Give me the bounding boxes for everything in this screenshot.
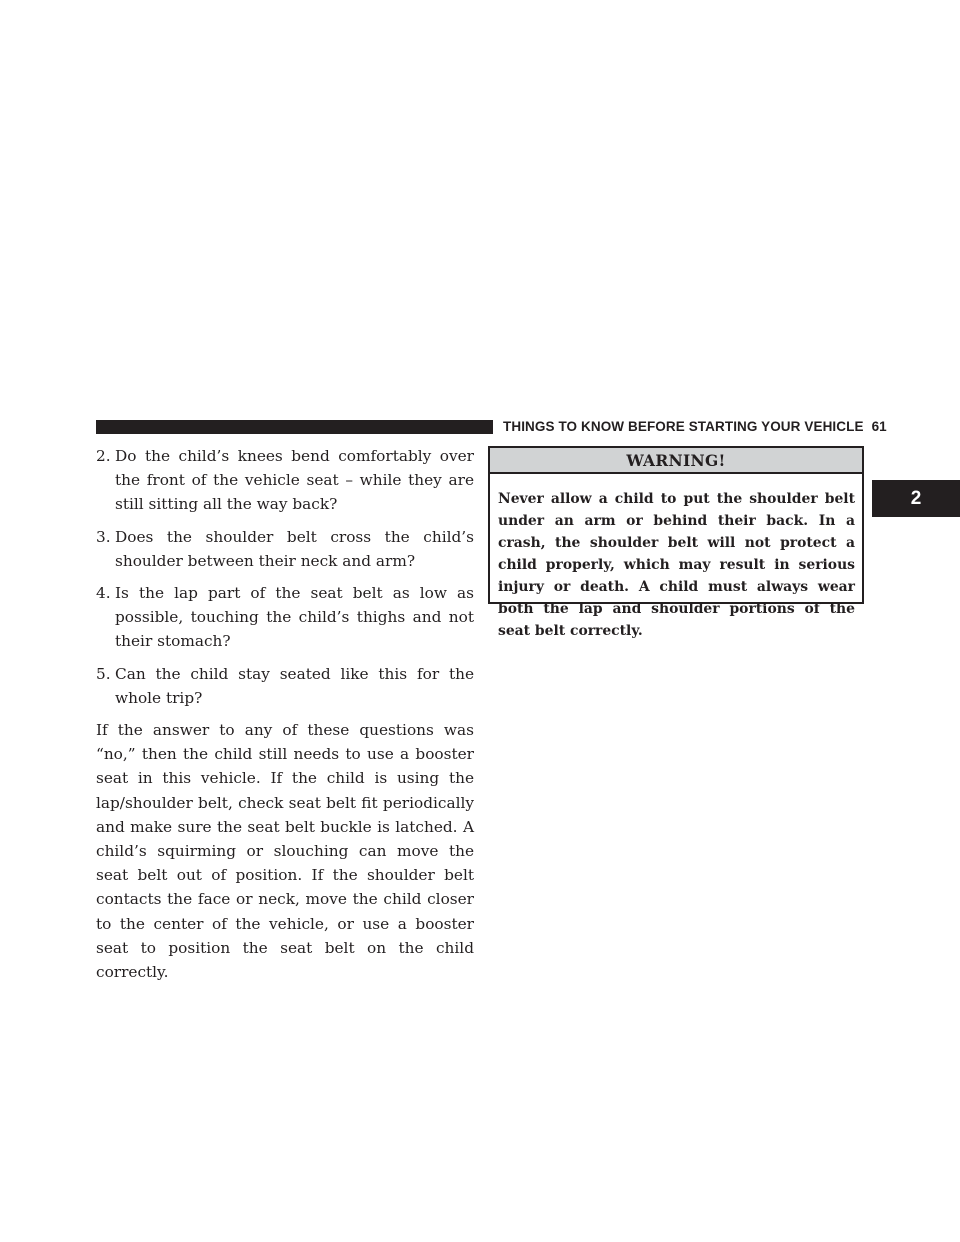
left-column [96,444,474,984]
header-title: THINGS TO KNOW BEFORE STARTING YOUR VEHICLE [503,419,864,434]
warning-box [488,446,864,639]
list-item-number: 3. [96,527,111,546]
list-item-number: 5. [96,664,111,683]
list-item [96,444,474,517]
list-item [96,525,474,573]
chapter-tab: 2 [872,480,960,517]
list-item-text: Can the child stay seated like this for the whole trip? [115,664,474,707]
list-item-number: 4. [96,584,111,603]
page-number: 61 [871,419,887,434]
body-paragraph: If the answer to any of these questions was “no,” then the child still needs to use a booster seat in this vehicle. If the child is using the lap/shoulder belt, check seat belt fit periodically and make sure the seat belt buckle is latched. A child’s squirming or slouching can move the seat belt out of position. If the shoulder belt contacts the face or neck, move the child closer to the center of the vehicle, or use a booster seat to position the seat belt on the child correctly. [96,721,474,982]
running-header [503,418,887,436]
list-item [96,662,474,710]
list-item-number: 2. [96,447,111,465]
header-rule [96,420,493,434]
list-item [96,581,474,654]
warning-title: WARNING! [490,448,862,474]
warning-text: Never allow a child to put the shoulder belt under an arm or behind their back. In a crash, the shoulder belt will not protect a child properly, which may result in serious injury or death. A child must always wear both the lap and shoulder portions of the seat belt correctly. [498,491,855,639]
list-item-text: Do the child’s knees bend comfortably over the front of the vehicle seat – while they are still sitting all the way back? [115,447,474,514]
list-item-text: Is the lap part of the seat belt as low as possible, touching the child’s thighs and not their stomach? [115,584,474,651]
list-item-text: Does the shoulder belt cross the child’s shoulder between their neck and arm? [115,527,474,570]
